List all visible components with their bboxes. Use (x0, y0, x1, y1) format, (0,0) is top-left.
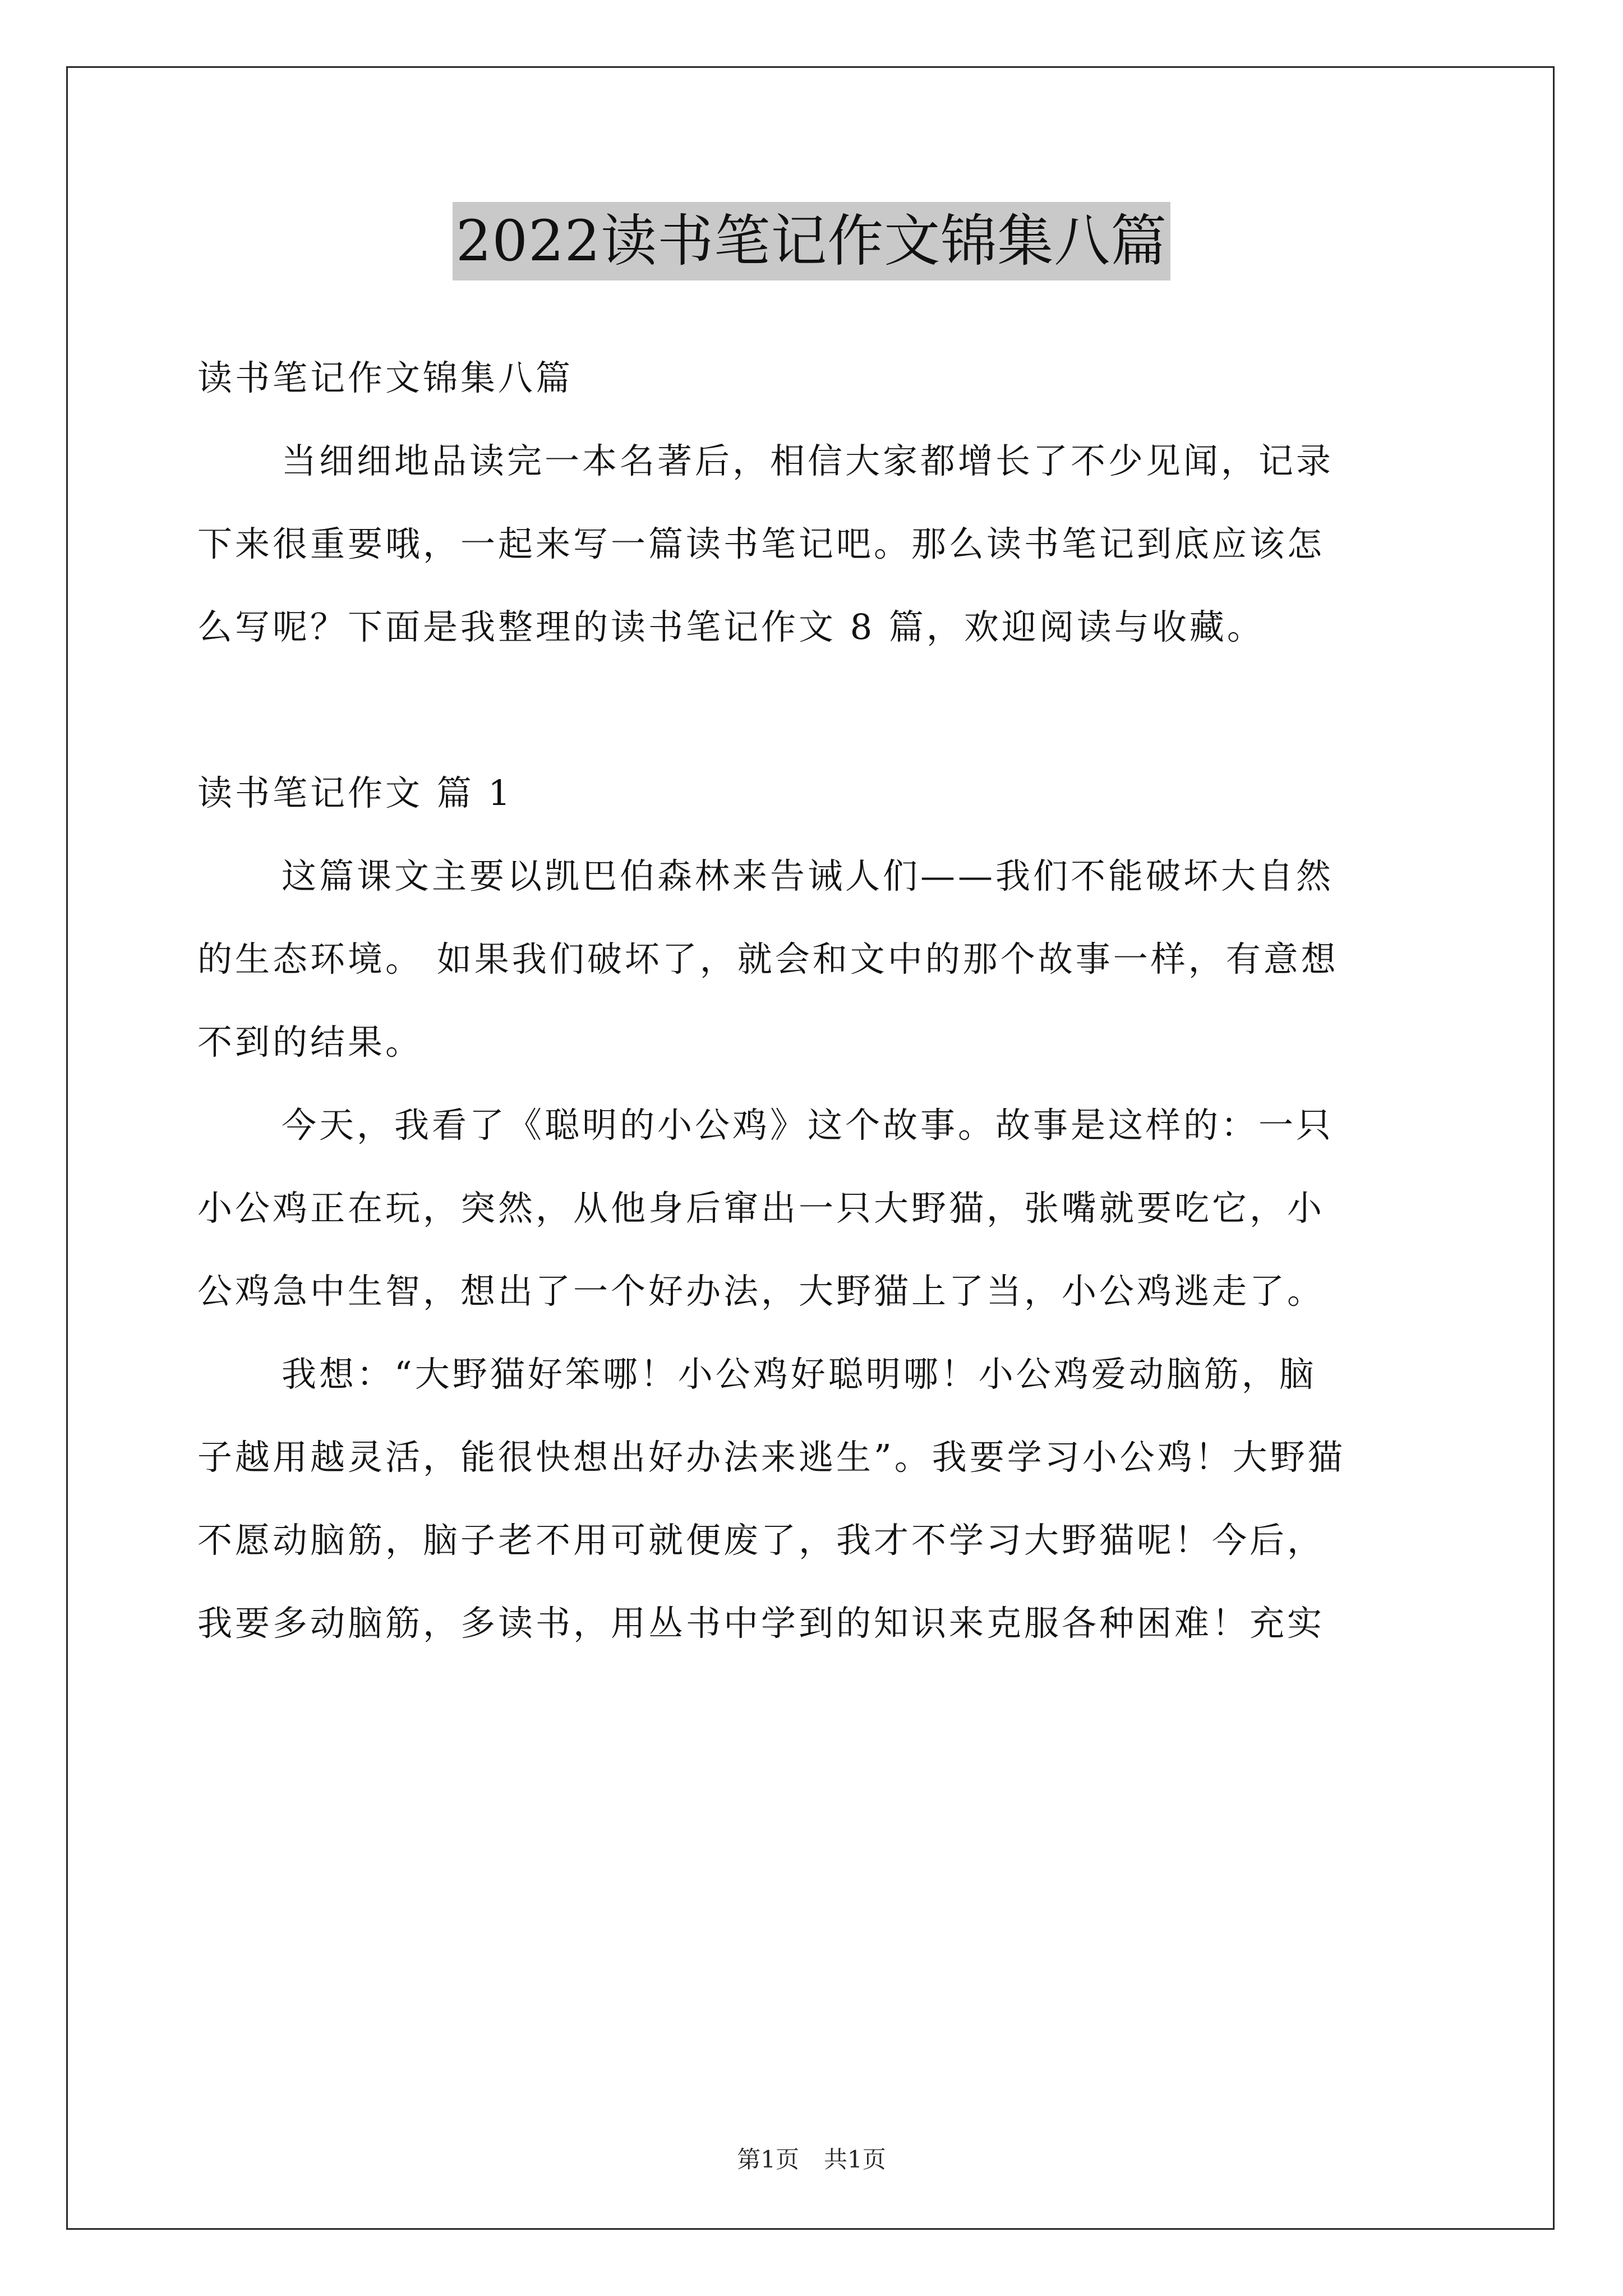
paragraph-line: 不到的结果。 (197, 1022, 423, 1062)
intro-paragraph (197, 420, 1434, 669)
paragraph-3 (197, 1333, 1434, 1665)
paragraph-line: 的生态环境。 如果我们破坏了，就会和文中的那个故事一样，有意想 (197, 938, 1339, 979)
page-total: 共1页 (824, 2146, 886, 2173)
paragraph-line: 我要多动脑筋，多读书，用丛书中学到的知识来克服各种困难！充实 (197, 1603, 1325, 1644)
title-container (0, 202, 1623, 280)
section-heading: 读书笔记作文 篇 1 (197, 772, 513, 813)
paragraph-2 (197, 1084, 1434, 1333)
paragraph-line: 下来很重要哦，一起来写一篇读书笔记吧。那么读书笔记到底应该怎 (197, 523, 1325, 564)
paragraph-line: 小公鸡正在玩，突然，从他身后窜出一只大野猫，张嘴就要吃它，小 (197, 1188, 1325, 1228)
page-number: 第1页 (737, 2146, 799, 2173)
paragraph-line: 这篇课文主要以凯巴伯森林来告诫人们——我们不能破坏大自然 (282, 855, 1334, 896)
paragraph-line: 子越用越灵活，能很快想出好办法来逃生”。我要学习小公鸡！大野猫 (197, 1437, 1345, 1478)
paragraph-line: 么写呢？下面是我整理的读书笔记作文 8 篇，欢迎阅读与收藏。 (197, 606, 1265, 647)
page-footer (0, 2143, 1623, 2177)
spacer (197, 669, 1434, 752)
paragraph-line: 我想：“大野猫好笨哪！小公鸡好聪明哪！小公鸡爱动脑筋，脑 (282, 1354, 1317, 1395)
paragraph-line: 公鸡急中生智，想出了一个好办法，大野猫上了当，小公鸡逃走了。 (197, 1271, 1325, 1312)
paragraph-1 (197, 835, 1434, 1084)
paragraph-line: 不愿动脑筋，脑子老不用可就便废了，我才不学习大野猫呢！今后， (197, 1520, 1325, 1561)
document-body (197, 337, 1434, 1665)
paragraph-line: 当细细地品读完一本名著后，相信大家都增长了不少见闻，记录 (282, 440, 1334, 481)
document-title: 2022读书笔记作文锦集八篇 (453, 202, 1171, 280)
paragraph-line: 今天，我看了《聪明的小公鸡》这个故事。故事是这样的：一只 (282, 1105, 1334, 1145)
subtitle: 读书笔记作文锦集八篇 (197, 357, 574, 398)
